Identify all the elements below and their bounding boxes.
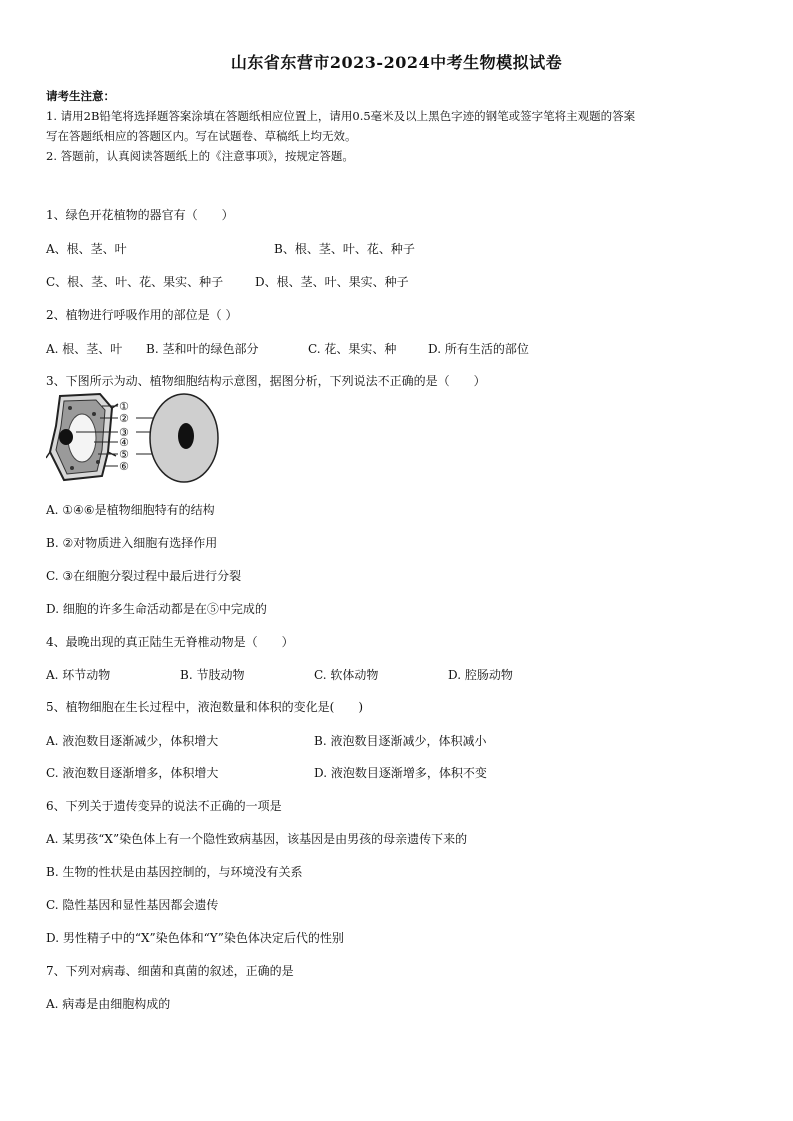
option: A. 液泡数目逐渐减少，体积增大	[46, 734, 219, 748]
option: B. 节肢动物	[180, 668, 245, 682]
option: D. 细胞的许多生命活动都是在⑤中完成的	[46, 602, 267, 616]
question-stem: 5、植物细胞在生长过程中，液泡数量和体积的变化是( )	[46, 700, 364, 714]
option: B. 茎和叶的绿色部分	[146, 342, 259, 356]
label-1: ①	[119, 400, 129, 413]
question-stem: 2、植物进行呼吸作用的部位是（ ）	[46, 308, 238, 322]
option: B. 液泡数目逐渐减少，体积减小	[314, 734, 487, 748]
option: D. 液泡数目逐渐增多，体积不变	[314, 766, 487, 780]
question-stem: 7、下列对病毒、细菌和真菌的叙述，正确的是	[46, 964, 294, 978]
option: C. 隐性基因和显性基因都会遗传	[46, 898, 219, 912]
cell-structure-diagram	[46, 392, 236, 492]
option: B、根、茎、叶、花、种子	[274, 242, 415, 256]
option: A. ①④⑥是植物细胞特有的结构	[46, 503, 215, 517]
notice-item: 写在答题纸相应的答题区内。写在试题卷、草稿纸上均无效。	[46, 129, 357, 143]
option: B. ②对物质进入细胞有选择作用	[46, 536, 218, 550]
option: D. 腔肠动物	[448, 668, 513, 682]
option: A. 根、茎、叶	[46, 342, 123, 356]
option: C、根、茎、叶、花、果实、种子	[46, 275, 224, 289]
option: D. 男性精子中的“X”染色体和“Y”染色体决定后代的性别	[46, 931, 344, 945]
animal-cell	[150, 394, 218, 482]
option: A. 病毒是由细胞构成的	[46, 997, 171, 1011]
label-2: ②	[119, 412, 129, 425]
page-title: 山东省东营市2023-2024中考生物模拟试卷	[230, 53, 563, 72]
notice-item: 1. 请用2B铅笔将选择题答案涂填在答题纸相应位置上，请用0.5毫米及以上黑色字迹的钢笔或签字笔将主观题的答案	[46, 109, 636, 123]
label-4: ④	[119, 436, 129, 449]
option: C. ③在细胞分裂过程中最后进行分裂	[46, 569, 242, 583]
option: C. 花、果实、种	[308, 342, 397, 356]
option: D. 所有生活的部位	[428, 342, 529, 356]
notice-heading: 请考生注意：	[46, 89, 115, 103]
option: B. 生物的性状是由基因控制的，与环境没有关系	[46, 865, 303, 879]
label-5: ⑤	[119, 448, 129, 461]
option: A. 环节动物	[46, 668, 111, 682]
option: A. 某男孩“X”染色体上有一个隐性致病基因，该基因是由男孩的母亲遗传下来的	[46, 832, 468, 846]
option: D、根、茎、叶、果实、种子	[255, 275, 409, 289]
option: C. 软体动物	[314, 668, 379, 682]
plant-cell	[46, 394, 118, 480]
option: C. 液泡数目逐渐增多，体积增大	[46, 766, 219, 780]
label-6: ⑥	[119, 460, 129, 473]
question-stem: 4、最晚出现的真正陆生无脊椎动物是（ ）	[46, 635, 294, 649]
question-stem: 1、绿色开花植物的器官有（ ）	[46, 208, 234, 222]
option: A、根、茎、叶	[46, 242, 127, 256]
question-stem: 6、下列关于遗传变异的说法不正确的一项是	[46, 799, 282, 813]
notice-item: 2. 答题前，认真阅读答题纸上的《注意事项》，按规定答题。	[46, 149, 354, 163]
question-stem: 3、下图所示为动、植物细胞结构示意图，据图分析，下列说法不正确的是（ ）	[46, 374, 486, 388]
label-3: ③	[119, 426, 129, 439]
